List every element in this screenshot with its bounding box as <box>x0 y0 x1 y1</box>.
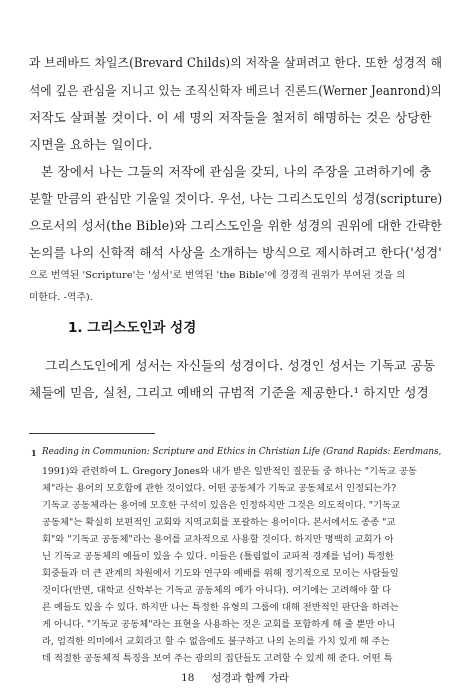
footnote-line: 것이다(반면, 대학교 신학부는 기독교 공동체의 예가 아니다). 여기에는 고려해야 할 다 <box>42 585 392 596</box>
body-line: 과 브레바드 차일즈(Brevard Childs)의 저작을 살펴려고 한다. 또한 성경적 해 <box>29 55 443 70</box>
footnote-line: 공동체"는 확실히 보편적인 교회와 지역교회를 포괄하는 용어이다. 본서에서도 종종 "교 <box>42 517 396 528</box>
footnote-divider <box>29 433 155 434</box>
body-line: 으로 번역된 'Scripture'는 '성서'로 번역된 'the Bible'에 경경적 권위가 부여된 것을 의 <box>29 270 406 281</box>
body-line: 그리스도인에게 성서는 자신들의 성경이다. 성경인 성서는 기독교 공동 <box>45 358 436 373</box>
footnote-line: 회"와 "기독교 공동체"라는 용어를 교차적으로 사용할 것이다. 하지만 명백히 교회가 아 <box>42 534 394 545</box>
body-line: 미한다. -역주). <box>29 292 93 303</box>
section-heading: 1. 그리스도인과 성경 <box>68 320 197 336</box>
footnote-line: 닌 기독교 공동체의 예들이 있을 수 있다. 이들은 (틀림없이 교파적 경계를 넘어) 특정한 <box>42 551 394 562</box>
body-line: 분할 만큼의 관심만 기울일 것이다. 우선, 나는 그리스도인의 성경(scripture) <box>29 191 443 206</box>
body-line: 석에 깊은 관심을 지니고 있는 조직신학자 베르너 진론드(Werner Jeanrond)의 <box>29 83 442 98</box>
running-title: 성경과 함께 가라 <box>211 672 289 684</box>
body-line: 저작도 살펴볼 것이다. 이 세 명의 저작들을 철저히 해명하는 것은 상당한 <box>29 110 432 125</box>
footnote-marker: 1 <box>31 448 37 458</box>
page-number: 18 <box>181 672 195 684</box>
footnote-line: 게 아니다. "기독교 공동체"라는 표현을 사용하는 것은 교회를 포함하게 해 줄 뿐만 아니 <box>42 619 396 630</box>
body-line: 본 장에서 나는 그들의 저작에 관심을 갖되, 나의 주장을 고려하기에 충 <box>41 164 432 179</box>
footnote-line: 체"라는 용어의 모호함에 관한 것이었다. 어떤 공동체가 기독교 공동체로서 인정되는가? <box>42 483 397 494</box>
footnote-line: 회중들과 더 큰 관계의 차원에서 기도와 연구와 예배를 위해 정기적으로 모이는 사람들일 <box>42 568 399 579</box>
body-line: 지면을 요하는 일이다. <box>29 137 153 152</box>
body-line: 논의를 나의 신학적 해석 사상을 소개하는 방식으로 제시하려고 한다('성경' <box>29 245 442 260</box>
footnote-line: 기독교 공동체라는 용어에 모호한 구석이 있음은 인정하지만 그것은 의도적이다. "기독교 <box>42 500 401 511</box>
footnote-line: 데 적절한 공동체적 특징을 보여 주는 광의의 집단들도 고려할 수 있게 해 준다. 어떤 특 <box>42 653 393 664</box>
footnote-line: 1991)와 관련하여 L. Gregory Jones와 내가 받은 일반적인 질문들 중 하나는 "기독교 공동 <box>42 466 418 477</box>
footnote-line: 라, 엄격한 의미에서 교회라고 할 수 없음에도 불구하고 나의 논의를 가치 있게 해 주는 <box>42 636 390 647</box>
page-folio <box>0 670 470 685</box>
body-line: 체들에 믿음, 실천, 그리고 예배의 규범적 기준을 제공한다.¹ 하지만 성경 <box>29 385 429 400</box>
footnote-line: Reading in Communion: Scripture and Ethics in Christian Life (Grand Rapids: Eerdmans, <box>42 446 442 457</box>
footnote-line: 른 예들도 있을 수 있다. 하지만 나는 특정한 유형의 그룹에 대해 전반적인 판단을 하려는 <box>42 602 399 613</box>
body-line: 으로서의 성서(the Bible)와 그리스도인을 위한 성경의 권위에 대한 간략한 <box>29 218 443 233</box>
